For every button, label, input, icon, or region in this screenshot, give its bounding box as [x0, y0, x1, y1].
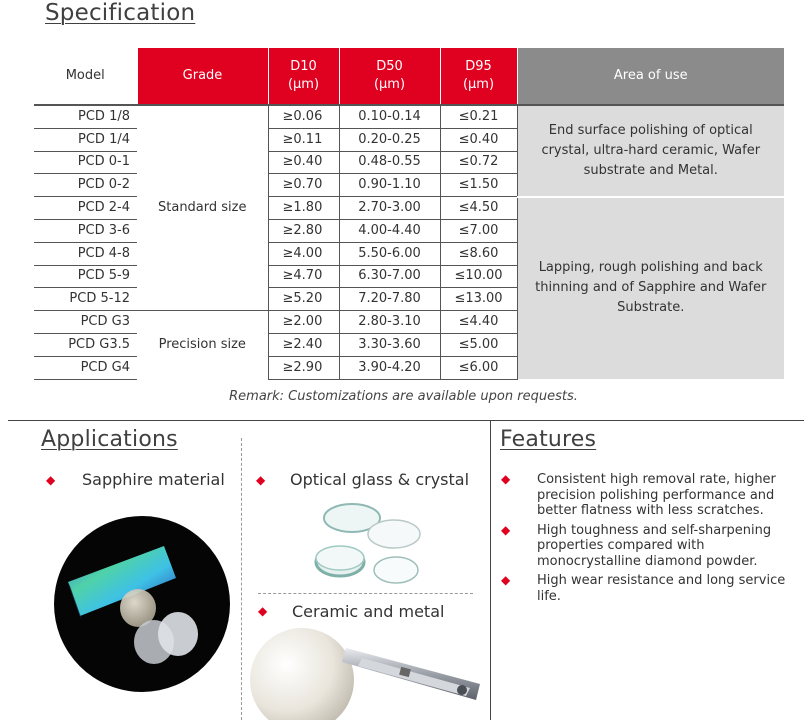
table-header-row [34, 48, 784, 105]
optical-glass-photo-image [312, 500, 424, 590]
model-cell: PCD G3.5 [34, 333, 137, 356]
d10-cell: ≥1.80 [268, 197, 339, 220]
d95-cell: ≤5.00 [440, 333, 517, 356]
diamond-bullet-icon: ◆ [256, 473, 266, 487]
d50-cell: 5.50-6.00 [339, 242, 440, 265]
table-row [34, 105, 784, 128]
d50-cell: 7.20-7.80 [339, 288, 440, 311]
diamond-bullet-icon: ◆ [501, 472, 511, 486]
features-title: Features [500, 427, 597, 452]
application-ceramic-metal: Ceramic and metal [292, 602, 445, 621]
d50-cell: 2.80-3.10 [339, 311, 440, 334]
features-list [498, 472, 798, 608]
header-d50: D50 (μm) [339, 48, 440, 105]
dashed-divider-horizontal [258, 593, 473, 594]
d50-cell: 6.30-7.00 [339, 265, 440, 288]
d10-cell: ≥0.06 [268, 105, 339, 128]
applications-title: Applications [41, 427, 178, 452]
model-cell: PCD G3 [34, 311, 137, 334]
list-item: ◆ Consistent high removal rate, higher precision polishing performance and better flatness with less scratches. [501, 472, 776, 518]
d10-cell: ≥4.00 [268, 242, 339, 265]
d10-cell: ≥2.80 [268, 219, 339, 242]
d95-cell: ≤0.21 [440, 105, 517, 128]
list-item: ◆ High toughness and self-sharpening properties compared with monocrystalline diamond powder. [501, 522, 772, 569]
d10-cell: ≥0.70 [268, 174, 339, 197]
d95-cell: ≤10.00 [440, 265, 517, 288]
d95-cell: ≤8.60 [440, 242, 517, 265]
diamond-bullet-icon: ◆ [46, 473, 56, 487]
header-d10: D10 (μm) [268, 48, 339, 105]
d95-cell: ≤0.40 [440, 128, 517, 151]
d10-cell: ≥2.40 [268, 333, 339, 356]
d50-cell: 4.00-4.40 [339, 219, 440, 242]
dashed-divider-vertical [241, 438, 242, 720]
header-grade: Grade [137, 48, 268, 105]
d50-cell: 3.90-4.20 [339, 356, 440, 379]
diamond-bullet-icon: ◆ [501, 573, 511, 587]
d10-cell: ≥0.40 [268, 151, 339, 174]
model-cell: PCD G4 [34, 356, 137, 379]
header-model: Model [34, 48, 137, 105]
d50-cell: 2.70-3.00 [339, 197, 440, 220]
d95-cell: ≤13.00 [440, 288, 517, 311]
d10-cell: ≥0.11 [268, 128, 339, 151]
model-cell: PCD 5-9 [34, 265, 137, 288]
d10-cell: ≥5.20 [268, 288, 339, 311]
diamond-bullet-icon: ◆ [501, 522, 511, 537]
model-cell: PCD 2-4 [34, 197, 137, 220]
model-cell: PCD 0-2 [34, 174, 137, 197]
grade-standard-cell: Standard size [137, 105, 268, 311]
diamond-bullet-icon: ◆ [258, 604, 268, 618]
model-cell: PCD 1/8 [34, 105, 137, 128]
specification-table [34, 48, 784, 380]
application-optical-glass: Optical glass & crystal [290, 470, 470, 489]
remark-text: Remark: Customizations are available upon requests. [229, 389, 578, 404]
model-cell: PCD 4-8 [34, 242, 137, 265]
header-d95: D95 (μm) [440, 48, 517, 105]
d95-cell: ≤7.00 [440, 219, 517, 242]
d50-cell: 0.90-1.10 [339, 174, 440, 197]
model-cell: PCD 3-6 [34, 219, 137, 242]
sapphire-photo-image [54, 516, 230, 692]
list-item: ◆ High wear resistance and long service life. [501, 573, 786, 604]
application-sapphire: Sapphire material [82, 470, 225, 489]
area-of-use-cell: Lapping, rough polishing and back thinning and of Sapphire and Wafer Substrate. [517, 197, 784, 379]
column-divider [490, 420, 491, 720]
section-divider [8, 420, 804, 421]
d10-cell: ≥2.00 [268, 311, 339, 334]
model-cell: PCD 0-1 [34, 151, 137, 174]
area-of-use-cell: End surface polishing of optical crystal, ultra-hard ceramic, Wafer substrate and Metal. [517, 105, 784, 197]
d95-cell: ≤1.50 [440, 174, 517, 197]
d50-cell: 0.48-0.55 [339, 151, 440, 174]
d95-cell: ≤4.40 [440, 311, 517, 334]
d50-cell: 0.10-0.14 [339, 105, 440, 128]
ceramic-metal-photo-image [250, 622, 490, 720]
grade-precision-cell: Precision size [158, 337, 246, 353]
specification-title: Specification [45, 0, 196, 26]
model-cell: PCD 5-12 [34, 288, 137, 311]
d10-cell: ≥4.70 [268, 265, 339, 288]
d95-cell: ≤6.00 [440, 356, 517, 379]
d50-cell: 3.30-3.60 [339, 333, 440, 356]
d95-cell: ≤4.50 [440, 197, 517, 220]
d10-cell: ≥2.90 [268, 356, 339, 379]
model-cell: PCD 1/4 [34, 128, 137, 151]
header-area: Area of use [517, 48, 784, 105]
d95-cell: ≤0.72 [440, 151, 517, 174]
d50-cell: 0.20-0.25 [339, 128, 440, 151]
